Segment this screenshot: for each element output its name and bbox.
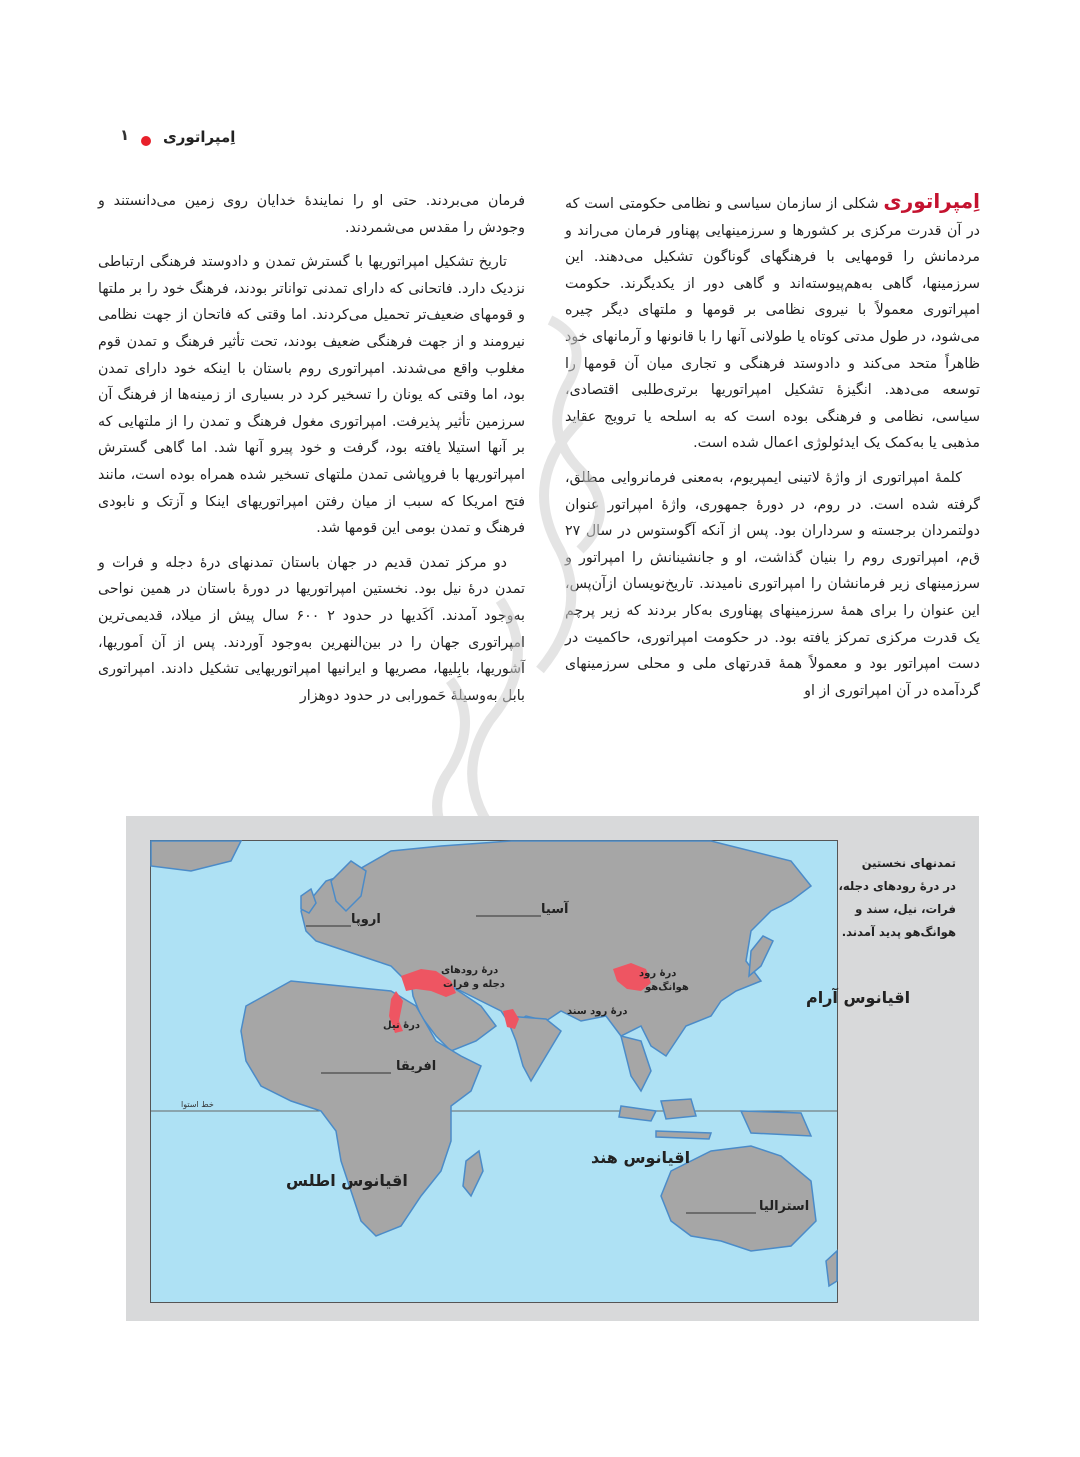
page-title: اِمپراتوری <box>163 128 236 146</box>
caption-line: فرات، نیل، سند و <box>855 902 956 916</box>
nile-label: درهٔ نیل <box>383 1020 421 1031</box>
caption-line: در درهٔ رودهای دجله، <box>838 879 956 893</box>
indochina <box>621 1036 651 1091</box>
figure-caption <box>838 852 956 944</box>
intro-paragraph <box>565 188 980 457</box>
europe-label: اروپا <box>351 912 381 927</box>
page-number: ۱ <box>120 126 130 144</box>
caption-line: تمدنهای نخستین <box>861 856 956 870</box>
continuation-paragraph: فرمان می‌بردند. حتی او را نمایندهٔ خدایان روی زمین می‌دانستند و وجودش را مقدس می‌شمردند. <box>98 193 525 236</box>
ancient-centers-paragraph: دو مرکز تمدن قدیم در جهان باستان تمدنهای درهٔ دجله و فرات و تمدن درهٔ نیل بود. نخستین امپراتوریها در دورهٔ باستان در همین نواحی به‌وجود آمدند. اَکَدیها در حدود ۲ ۶۰۰ سال پیش از میلاد، قدیمی‌ترین امپراتوری جهان را در بین‌النهرین به‌وجود آوردند. پس از آن اَموریها، آشوریها، بابِلیها، مصریها و ایرانیها امپراتوریهایی تشکیل دادند. امپراتوری بابل به‌وسیلهٔ حَمورابی در حدود دوهزار <box>98 554 526 704</box>
huang-label-line1: درهٔ رود <box>639 968 677 979</box>
borneo <box>661 1099 696 1119</box>
indus-label: درهٔ رود سند <box>567 1006 628 1017</box>
japan <box>749 936 773 976</box>
tigris-label-line2: دجله و فرات <box>443 979 505 990</box>
north-landmass <box>151 841 241 871</box>
huang-label-line2: هوانگ‌هو <box>645 982 689 993</box>
sumatra <box>619 1106 656 1121</box>
caption-line: هوانگ‌هو پدید آمدند. <box>841 925 956 939</box>
indian-ocean-label: اقیانوس هند <box>591 1148 691 1167</box>
tigris-label-line1: درهٔ رودهای <box>441 965 499 976</box>
australia-label: استرالیا <box>759 1199 810 1214</box>
etymology-paragraph: کلمهٔ امپراتوری از واژهٔ لاتینی ایمپریوم، به‌معنی فرمانروایی مطلق، گرفته شده است. در روم، در دورهٔ جمهوری، واژهٔ امپراتور عنوان دولتمردان برجسته و سرداران بود. پس از آنکه آگوستوس در سال ۲۷ ق‌م، امپراتوری روم را بنیان گذاشت، او و جانشینانش را امپراتور و سرزمینهای زیر فرمانشان را امپراتوری نامیدند. تاریخ‌نویسان ازآن‌پس، این عنوان را برای همهٔ سرزمینهای پهناوری به‌کار بردند که زیر پرچم یک قدرت مرکزی تمرکز یافته بود. در حکومت امپراتوری، حاکمیت در دست امپراتور بود و معمولاً همهٔ قدرتهای ملی و محلی سرزمینهای گردآمده در آن امپراتوری از او <box>565 469 980 699</box>
left-column <box>98 188 525 717</box>
atlantic-ocean-label: اقیانوس اطلس <box>286 1171 408 1190</box>
java <box>656 1131 711 1139</box>
pacific-ocean-label: اقیانوس آرام <box>806 988 911 1007</box>
header-dot-icon <box>141 136 151 146</box>
page-header <box>0 118 1080 158</box>
asia-label: آسیا <box>541 902 569 917</box>
madagascar <box>463 1151 483 1196</box>
equator-label: خط استوا <box>181 1100 214 1109</box>
lead-term: اِمپراتوری <box>883 189 981 213</box>
africa-label: افریقا <box>396 1059 437 1074</box>
new-zealand <box>826 1251 837 1286</box>
history-paragraph: تاریخ تشکیل امپراتوریها با گسترش تمدن و دادوستد فرهنگی ارتباطی نزدیک دارد. فاتحانی که دارای تمدنی تواناتر بودند، فرهنگ خود را بر ملتها و قومهای ضعیف‌تر تحمیل می‌کردند. اما وقتی که فاتحان از جهت نظامی نیرومند و از جهت فرهنگی ضعیف بودند، تحت تأثیر فرهنگ و تمدن قوم مغلوب واقع می‌شدند. امپراتوری روم باستان با اینکه خود دارای تمدن بود، اما وقتی که یونان را تسخیر کرد در بسیاری از زمینه‌ها از فرهنگ آن سرزمین تأثیر پذیرفت. امپراتوری مغول فرهنگ و تمدن را از ملتهایی که بر آنها استیلا یافته بود، گرفت و خود پیرو آنها شد. اما گاهی گسترش امپراتوریها با فروپاشی تمدن ملتهای تسخیر شده همراه بوده است، مانند فتح امریکا که سبب از میان رفتن امپراتوریهای اینکا و آزتک و نابودی فرهنگ و تمدن بومی این قومها شد. <box>98 254 525 537</box>
new-guinea <box>741 1111 811 1136</box>
intro-text: شکلی از سازمان سیاسی و نظامی حکومتی است که در آن قدرت مرکزی بر کشورها و سرزمینهایی پهناور فرمان می‌راند و مردمانش را قومهایی با فرهنگهای گوناگون تشکیل می‌دهند. این سرزمینها، گاهی به‌هم‌پیوسته‌اند و گاهی دور از یکدیگرند. حکومت امپراتوری معمولاً با نیروی نظامی بر قومها و ملتهای دیگر چیره می‌شود، در طول مدتی کوتاه یا طولانی آنها را با قانونها و آرمانهای خود ظاهراً متحد می‌کند و دادوستد فرهنگی و تجاری میان آن قومها را توسعه می‌دهد. انگیزهٔ تشکیل امپراتوریها برتری‌طلبی اقتصادی، سیاسی، نظامی و فرهنگی بوده است که به اسلحه یا ترویج عقاید مذهبی یا به‌کمک یک ایدئولوژی اعمال شده است. <box>565 196 980 452</box>
right-column <box>565 188 980 712</box>
